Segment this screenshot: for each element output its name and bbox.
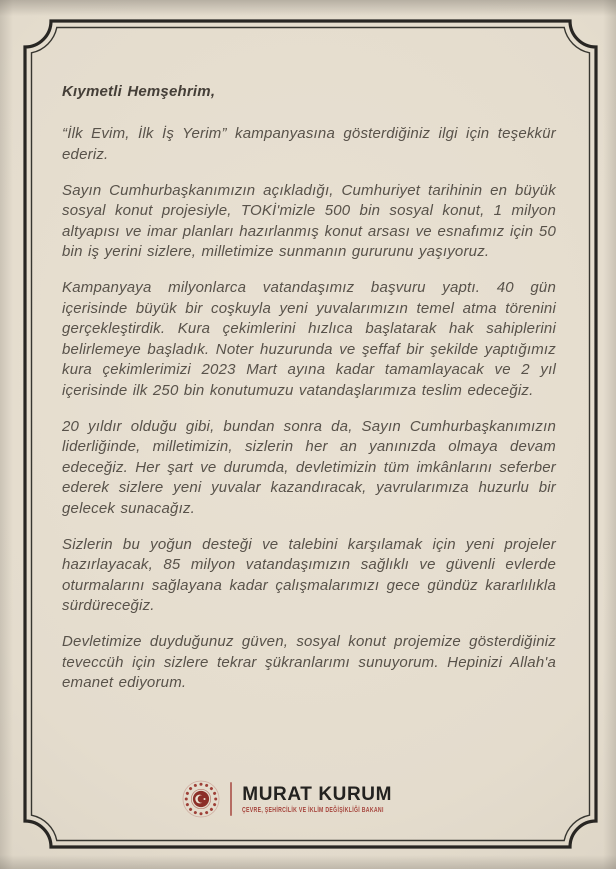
signature-divider-line [230,782,232,816]
minister-title: ÇEVRE, ŞEHİRCİLİK VE İKLİM DEĞİŞİKLİĞİ BAKANI [242,806,384,814]
signature-block [0,777,616,821]
letter-paragraph-4: 20 yıldır olduğu gibi, bundan sonra da, Sayın Cumhurbaşkanımızın liderliğinde, milletimizin, sizlerin her an yanınızda olmaya devam edeceğiz. Her şart ve durumda, devletimizin tüm imkânlarını seferber ederek sizlere yeni yuvalar kazandıracak, yavrularımıza huzurlu bir gelecek sunacağız. [62,417,556,517]
salutation: Kıymetli Hemşehrim, [62,83,216,100]
letter-body [62,82,556,694]
minister-name: MURAT KURUM [242,783,393,805]
letter-paragraph-6: Devletimize duyduğunuz güven, sosyal konut projemize gösterdiğiniz teveccüh için sizlere tekrar şükranlarımı sunuyorum. Hepinizi Allah'a emanet ediyorum. [62,633,556,691]
letter-paragraph-5: Sizlerin bu yoğun desteği ve talebini karşılamak için yeni projeler hazırlayacak, 85 milyon vatandaşımızın sağlıklı ve güvenli evlerde oturmalarını sağlayana kadar çalışmalarımızı gece gündüz kararlılıkla sürdüreceğiz. [62,535,556,614]
ministry-seal-icon [182,780,220,818]
letter-paragraph-3: Kampanyaya milyonlarca vatandaşımız başvuru yaptı. 40 gün içerisinde büyük bir coşkuyla yeni yuvalarımızın temel atma törenini gerçekleştirdik. Kura çekimlerini hızlıca başlatarak hak sahiplerini belirlemeye başladık. Noter huzurunda ve şeffaf bir şekilde yaptığımız kura çekimlerimizi 2023 Mart ayına kadar tamamlayacak ve 2 yıl içerisinde ilk 250 bin konutumuzu vatandaşlarımıza teslim edeceğiz. [62,279,556,399]
signature-text [242,785,433,814]
letter-paragraph-1: “İlk Evim, İlk İş Yerim” kampanyasına gösterdiğiniz ilgi için teşekkür ederiz. [62,125,556,163]
letter-paragraph-2: Sayın Cumhurbaşkanımızın açıkladığı, Cumhuriyet tarihinin en büyük sosyal konut projesiyle, TOKİ'mizle 500 bin sosyal konut, 1 milyon altyapısı ve imar planları hazırlanmış konut arsası ve esnafımız için 50 bin iş yerini sizlere, milletimize sunmanın gururunu yaşıyoruz. [62,181,556,260]
